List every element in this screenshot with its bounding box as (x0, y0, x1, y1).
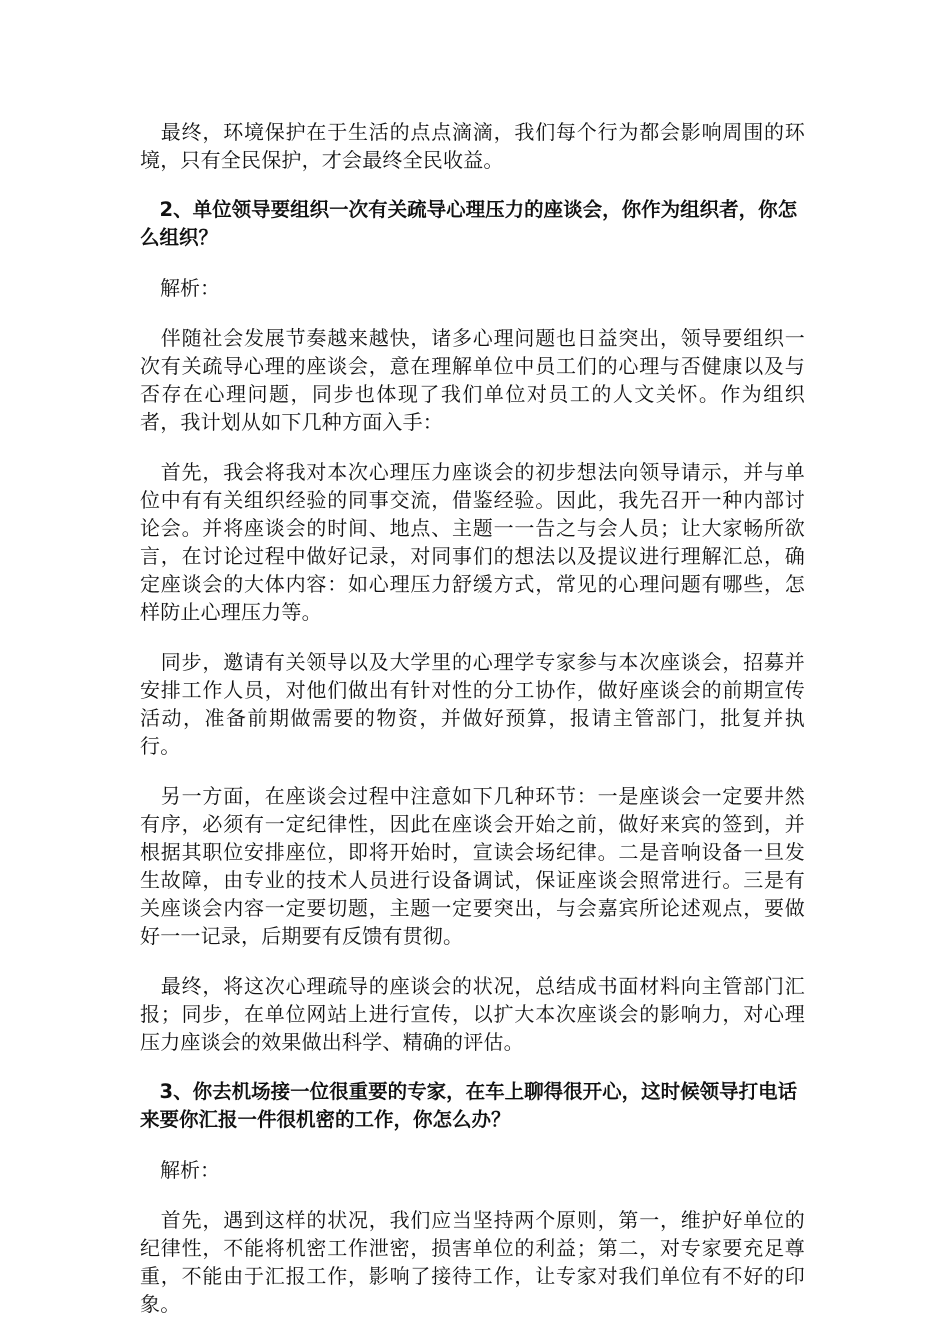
question-3-heading: 3、你去机场接一位很重要的专家，在车上聊得很开心，这时候领导打电话来要你汇报一件很机密的工作，你怎么办？ (140, 1080, 798, 1131)
paragraph-q2-first: 首先，我会将我对本次心理压力座谈会的初步想法向领导请示，并与单位中有有关组织经验的同事交流，借鉴经验。因此，我先召开一种内部讨论会。并将座谈会的时间、地点、主题一一告之与会人员；让大家畅所欲言，在讨论过程中做好记录，对同事们的想法以及提议进行理解汇总，确定座谈会的大体内容：如心理压力舒缓方式，常见的心理问题有哪些，怎样防止心理压力等。 (140, 460, 805, 624)
question-2-heading: 2、单位领导要组织一次有关疏导心理压力的座谈会，你作为组织者，你怎么组织？ (140, 198, 798, 249)
paragraph-q2-final: 最终，将这次心理疏导的座谈会的状况，总结成书面材料向主管部门汇报；同步，在单位网站上进行宣传，以扩大本次座谈会的影响力，对心理压力座谈会的效果做出科学、精确的评估。 (140, 974, 805, 1054)
paragraph-q2-meanwhile: 同步，邀请有关领导以及大学里的心理学专家参与本次座谈会，招募并安排工作人员，对他们做出有针对性的分工协作，做好座谈会的前期宣传活动，准备前期做需要的物资，并做好预算，报请主管部门，批复并执行。 (140, 650, 805, 758)
paragraph-q2-process: 另一方面，在座谈会过程中注意如下几种环节：一是座谈会一定要井然有序，必须有一定纪律性，因此在座谈会开始之前，做好来宾的签到，并根据其职位安排座位，即将开始时，宣读会场纪律。二是音响设备一旦发生故障，由专业的技术人员进行设备调试，保证座谈会照常进行。三是有关座谈会内容一定要切题，主题一定要突出，与会嘉宾所论述观点，要做好一一记录，后期要有反馈有贯彻。 (140, 784, 805, 948)
analysis-label-q2: 解析： (140, 276, 220, 300)
document-page (140, 118, 805, 1318)
analysis-label-q3: 解析： (140, 1158, 220, 1182)
paragraph-q2-intro: 伴随社会发展节奏越来越快，诸多心理问题也日益突出，领导要组织一次有关疏导心理的座谈会，意在理解单位中员工们的心理与否健康以及与否存在心理问题，同步也体现了我们单位对员工的人文关怀。作为组织者，我计划从如下几种方面入手： (140, 326, 805, 434)
paragraph-environment-conclusion: 最终，环境保护在于生活的点点滴滴，我们每个行为都会影响周围的环境，只有全民保护，才会最终全民收益。 (140, 120, 805, 172)
paragraph-q3-first: 首先，遇到这样的状况，我们应当坚持两个原则，第一，维护好单位的纪律性，不能将机密工作泄密，损害单位的利益；第二，对专家要充足尊重，不能由于汇报工作，影响了接待工作，让专家对我们单位有不好的印象。 (140, 1208, 805, 1316)
